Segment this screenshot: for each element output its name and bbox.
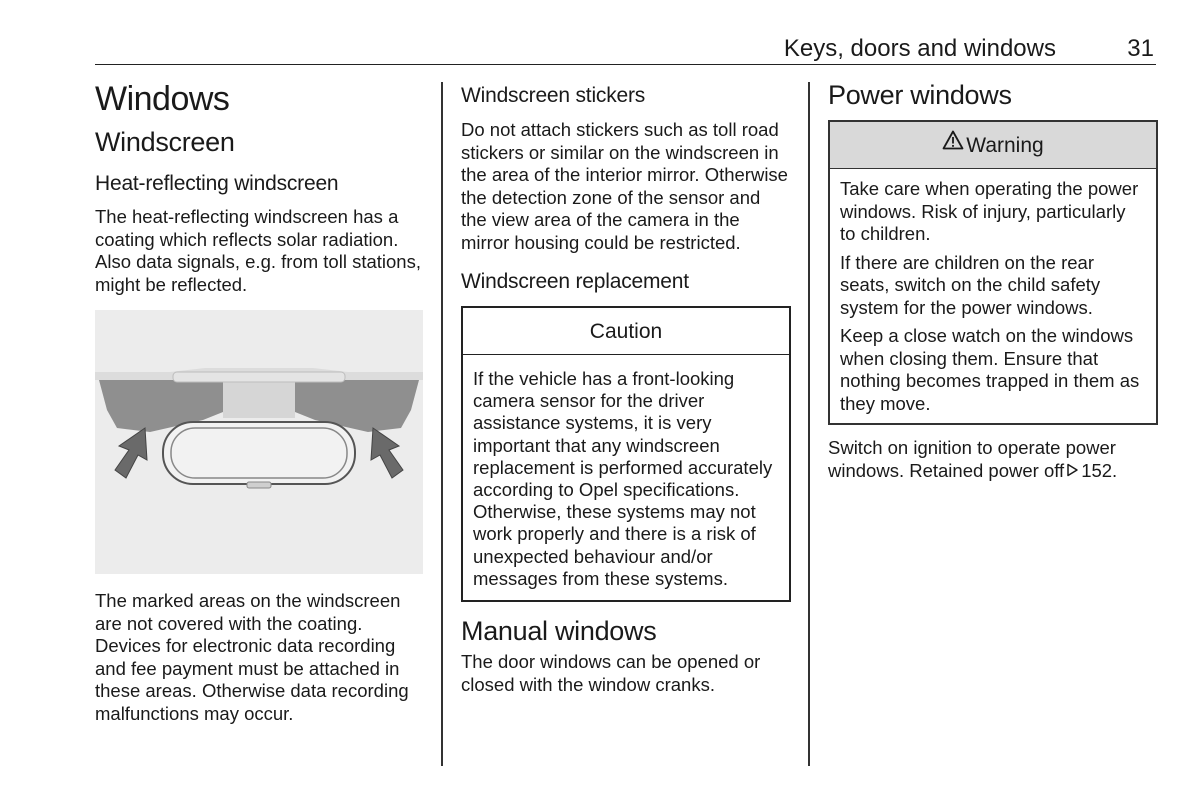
warning-body <box>830 169 1156 423</box>
warning-paragraph: If there are children on the rear seats, switch on the child safety system for the power windows. <box>840 251 1101 318</box>
caution-text: If the vehicle has a front-looking camera sensor for the driver assistance systems, it is very important that any windscreen replacement is performed accurately according to Opel specifications. Otherwise, these systems may not work properly and there is a risk of unexpected behaviour and/or messages from these systems. <box>473 368 773 589</box>
column-3 <box>828 80 1158 483</box>
heat-reflecting-heading: Heat-reflecting windscreen <box>95 172 339 195</box>
windscreen-heading: Windscreen <box>95 127 235 157</box>
column-1 <box>95 80 427 725</box>
warning-paragraph: Take care when operating the power windows. Risk of injury, particularly to children. <box>840 178 1139 244</box>
caution-box <box>461 306 791 602</box>
column-divider-2 <box>808 82 810 766</box>
caution-title: Caution <box>463 308 789 355</box>
windscreen-illustration <box>95 310 423 574</box>
column-divider-1 <box>441 82 443 766</box>
manual-windows-heading: Manual windows <box>461 616 657 647</box>
power-windows-heading: Power windows <box>828 80 1012 110</box>
warning-title: Warning <box>966 134 1044 157</box>
windscreen-stickers-heading: Windscreen stickers <box>461 84 646 107</box>
ignition-text <box>828 437 1158 483</box>
windscreen-mirror-drawing <box>95 310 423 574</box>
warning-header <box>830 122 1156 169</box>
column-2 <box>461 84 791 696</box>
warning-box <box>828 120 1158 425</box>
marked-areas-text: The marked areas on the windscreen are not covered with the coating. Devices for electronic data recording and fee payment must be attached in these areas. Otherwise data recording malfunctions may occur. <box>95 590 409 724</box>
heat-reflecting-text: The heat-reflecting windscreen has a coating which reflects solar radiation. Also data signals, e.g. from toll stations, might be reflected. <box>95 206 421 295</box>
windscreen-replacement-heading: Windscreen replacement <box>461 270 689 293</box>
ignition-text-body: Switch on ignition to operate power windows. Retained power off <box>828 437 1116 481</box>
page-number: 31 <box>1127 35 1154 62</box>
warning-triangle-icon <box>942 120 964 168</box>
page-header <box>95 30 1156 65</box>
cross-reference-arrow-icon[interactable] <box>1066 460 1079 483</box>
section-title: Keys, doors and windows <box>783 35 1056 62</box>
windscreen-stickers-text: Do not attach stickers such as toll road stickers or similar on the windscreen in the area of the interior mirror. Otherwise the detection zone of the sensor and the view area of the camera in the mirror housing could be restricted. <box>461 119 788 253</box>
page-title: Windows <box>95 80 230 118</box>
cross-reference-page[interactable]: 152. <box>1081 459 1118 481</box>
manual-windows-text: The door windows can be opened or closed with the window cranks. <box>461 651 761 695</box>
warning-paragraph: Keep a close watch on the windows when closing them. Ensure that nothing becomes trapped in them as they move. <box>840 325 1140 414</box>
